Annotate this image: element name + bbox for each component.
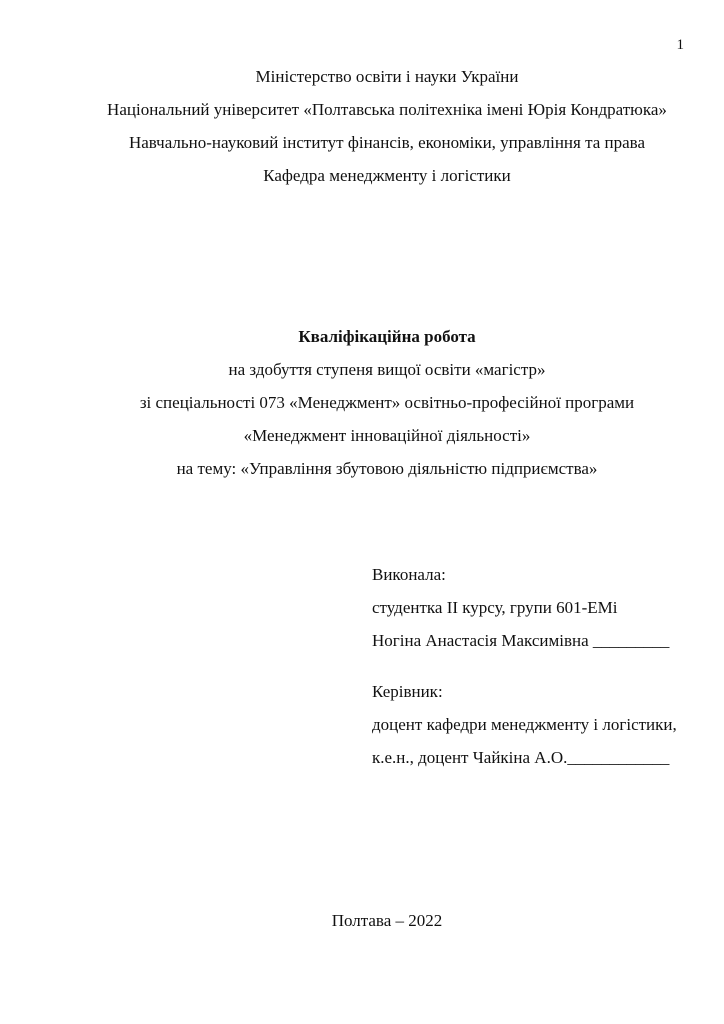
university-line: Національний університет «Полтавська політехніка імені Юрія Кондратюка» [107, 100, 667, 119]
institute-line: Навчально-науковий інститут фінансів, економіки, управління та права [128, 133, 646, 152]
title-block [90, 320, 684, 485]
department-line: Кафедра менеджменту і логістики [263, 166, 511, 185]
supervisor-label: Керівник: [372, 682, 443, 701]
supervisor-position-line: доцент кафедри менеджменту і логістики, [372, 715, 677, 734]
specialty-line: зі спеціальності 073 «Менеджмент» освітньо-професійної програми [139, 393, 635, 412]
executor-name-line: Ногіна Анастасія Максимівна _________ [372, 631, 670, 650]
supervisor-name-line: к.е.н., доцент Чайкіна А.О.____________ [372, 748, 670, 767]
city-year-line: Полтава – 2022 [331, 911, 443, 930]
executor-group [372, 558, 684, 657]
footer-block [90, 904, 684, 937]
page-number: 1 [676, 37, 684, 53]
executor-label: Виконала: [372, 565, 446, 584]
executor-student-line: студентка ІІ курсу, групи 601-ЕМі [372, 598, 618, 617]
degree-line: на здобуття ступеня вищої освіти «магістр» [228, 360, 546, 379]
topic-line: на тему: «Управління збутовою діяльністю підприємства» [176, 459, 598, 478]
program-line: «Менеджмент інноваційної діяльності» [243, 426, 531, 445]
ministry-line: Міністерство освіти і науки України [255, 67, 519, 86]
header-block [90, 60, 684, 192]
signature-block [372, 558, 684, 774]
supervisor-group [372, 675, 684, 774]
work-title: Кваліфікаційна робота [298, 327, 476, 346]
